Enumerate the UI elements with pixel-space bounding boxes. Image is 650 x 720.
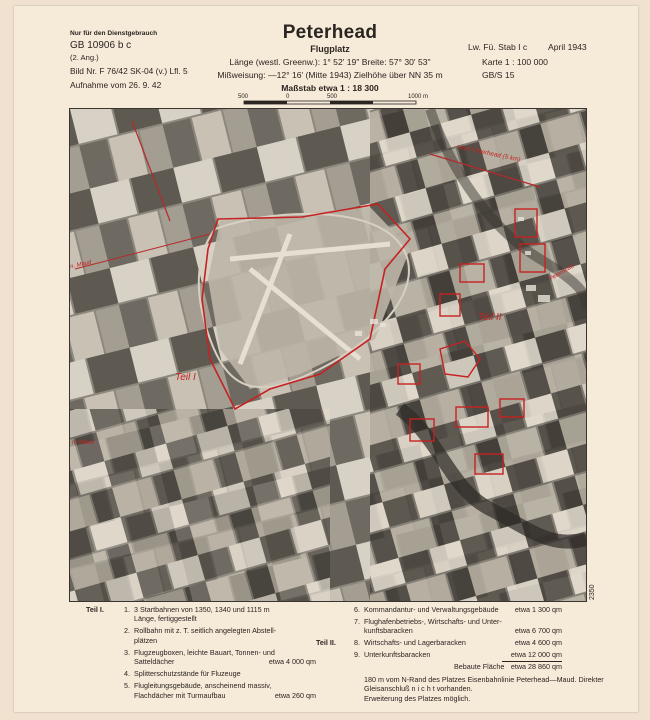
legend-item-text: 3 Startbahnen von 1350, 1340 und 1115 m xyxy=(134,605,270,614)
legend-item-text: Satteldächer xyxy=(134,657,175,667)
coordinates: Länge (westl. Greenw.): 1° 52' 19" Breite: 57° 30' 53" xyxy=(229,57,431,67)
sheet-code: GB/S 15 xyxy=(482,70,515,80)
label-lower-maud: n. Maud xyxy=(72,440,94,446)
legend-note-line: Erweiterung des Platzes möglich. xyxy=(364,693,471,703)
side-code: 2350 xyxy=(589,584,596,600)
legend-teil-label: Teil I. xyxy=(86,605,104,614)
legend-item-text: Flugleitungsgebäude, anscheinend massiv, xyxy=(134,681,272,691)
label-teil-2: Teil II xyxy=(478,312,502,323)
label-to-maud: n. Maud xyxy=(69,259,93,271)
legend-item-number: 8. xyxy=(354,638,360,648)
scale-tick-1000: 1000 m xyxy=(408,94,429,100)
legend-total-area: etwa 28 860 qm xyxy=(510,662,562,672)
legend-item-number: 6. xyxy=(354,605,360,614)
classification: Nur für den Dienstgebrauch xyxy=(70,30,158,37)
legend-item-number: 9. xyxy=(354,650,360,660)
legend-item-number: 7. xyxy=(354,617,360,626)
edition: (2. Ang.) xyxy=(70,53,99,62)
label-road-peterhead: Peterhead xyxy=(548,263,576,283)
legend-item-area: etwa 4 000 qm xyxy=(268,657,316,667)
legend-item-text: Kommandantur- und Verwaltungsgebäude xyxy=(364,605,499,614)
unit: Lw. Fü. Stab I c xyxy=(468,42,528,52)
legend-item-text: Unterkunftsbaracken xyxy=(364,650,431,660)
legend-item-area: etwa 12 000 qm xyxy=(510,650,562,660)
legend-item-text: Wirtschafts- und Lagerbaracken xyxy=(364,638,466,648)
legend-item-text: Rollbahn mit z. T. seitlich angelegten Abstell- xyxy=(134,626,277,636)
scale-tick-0: 0 xyxy=(286,94,290,100)
legend-item-area: etwa 4 600 qm xyxy=(514,638,562,648)
legend-item-area: etwa 260 qm xyxy=(274,690,316,700)
legend-item-area: etwa 6 700 qm xyxy=(514,626,562,636)
scale-tick-500-left: 500 xyxy=(238,94,249,100)
map-scale: Maßstab etwa 1 : 18 300 xyxy=(281,83,379,93)
declination: Mißweisung: —12° 16' (Mitte 1943) Zielhöhe über NN 35 m xyxy=(217,70,443,80)
legend-item-text: kunftsbaracken xyxy=(364,626,413,636)
legend-item-text: plätzen xyxy=(134,635,158,645)
legend-note-line: 180 m vom N-Rand des Platzes Eisenbahnlinie Peterhead—Maud. Direkter xyxy=(364,674,604,684)
legend-item-text: Länge, fertiggestellt xyxy=(134,614,197,624)
scale-tick-500: 500 xyxy=(327,94,338,100)
map-title: Peterhead xyxy=(282,22,378,43)
legend-item-text: Flughafenbetriebs-, Wirtschafts- und Unter- xyxy=(364,617,502,626)
photo-date: Aufnahme vom 26. 9. 42 xyxy=(70,80,162,90)
legend-item-text: Flachdächer mit Turmaufbau xyxy=(134,690,226,700)
map-subtitle: Flugplatz xyxy=(310,44,350,54)
image-number: Bild Nr. F 76/42 SK-04 (v.) Lfl. 5 xyxy=(70,66,188,76)
map-reference: Karte 1 : 100 000 xyxy=(482,57,548,67)
label-to-peterhead: nach Peterhead (5 km) xyxy=(455,143,522,164)
legend-item-number: 3. xyxy=(124,647,130,657)
legend-note-line: Gleisanschluß n i c h t vorhanden. xyxy=(364,684,473,694)
legend-item-number: 2. xyxy=(124,626,130,636)
legend-item-area: etwa 1 300 qm xyxy=(514,605,562,614)
legend-item-number: 1. xyxy=(124,605,130,614)
label-teil-1: Teil I xyxy=(175,372,196,383)
legend-item-number: 5. xyxy=(124,681,130,691)
reference-number: GB 10906 b c xyxy=(70,40,132,51)
legend-item-number: 4. xyxy=(124,669,130,679)
legend-total-label: Bebaute Fläche xyxy=(454,662,505,672)
issue-date: April 1943 xyxy=(548,42,587,52)
legend-teil-label: Teil II. xyxy=(316,638,336,648)
legend-item-text: Flugzeugboxen, leichte Bauart, Tonnen- und xyxy=(134,647,275,657)
legend-item-text: Splitterschutzstände für Fluzeuge xyxy=(134,669,241,679)
